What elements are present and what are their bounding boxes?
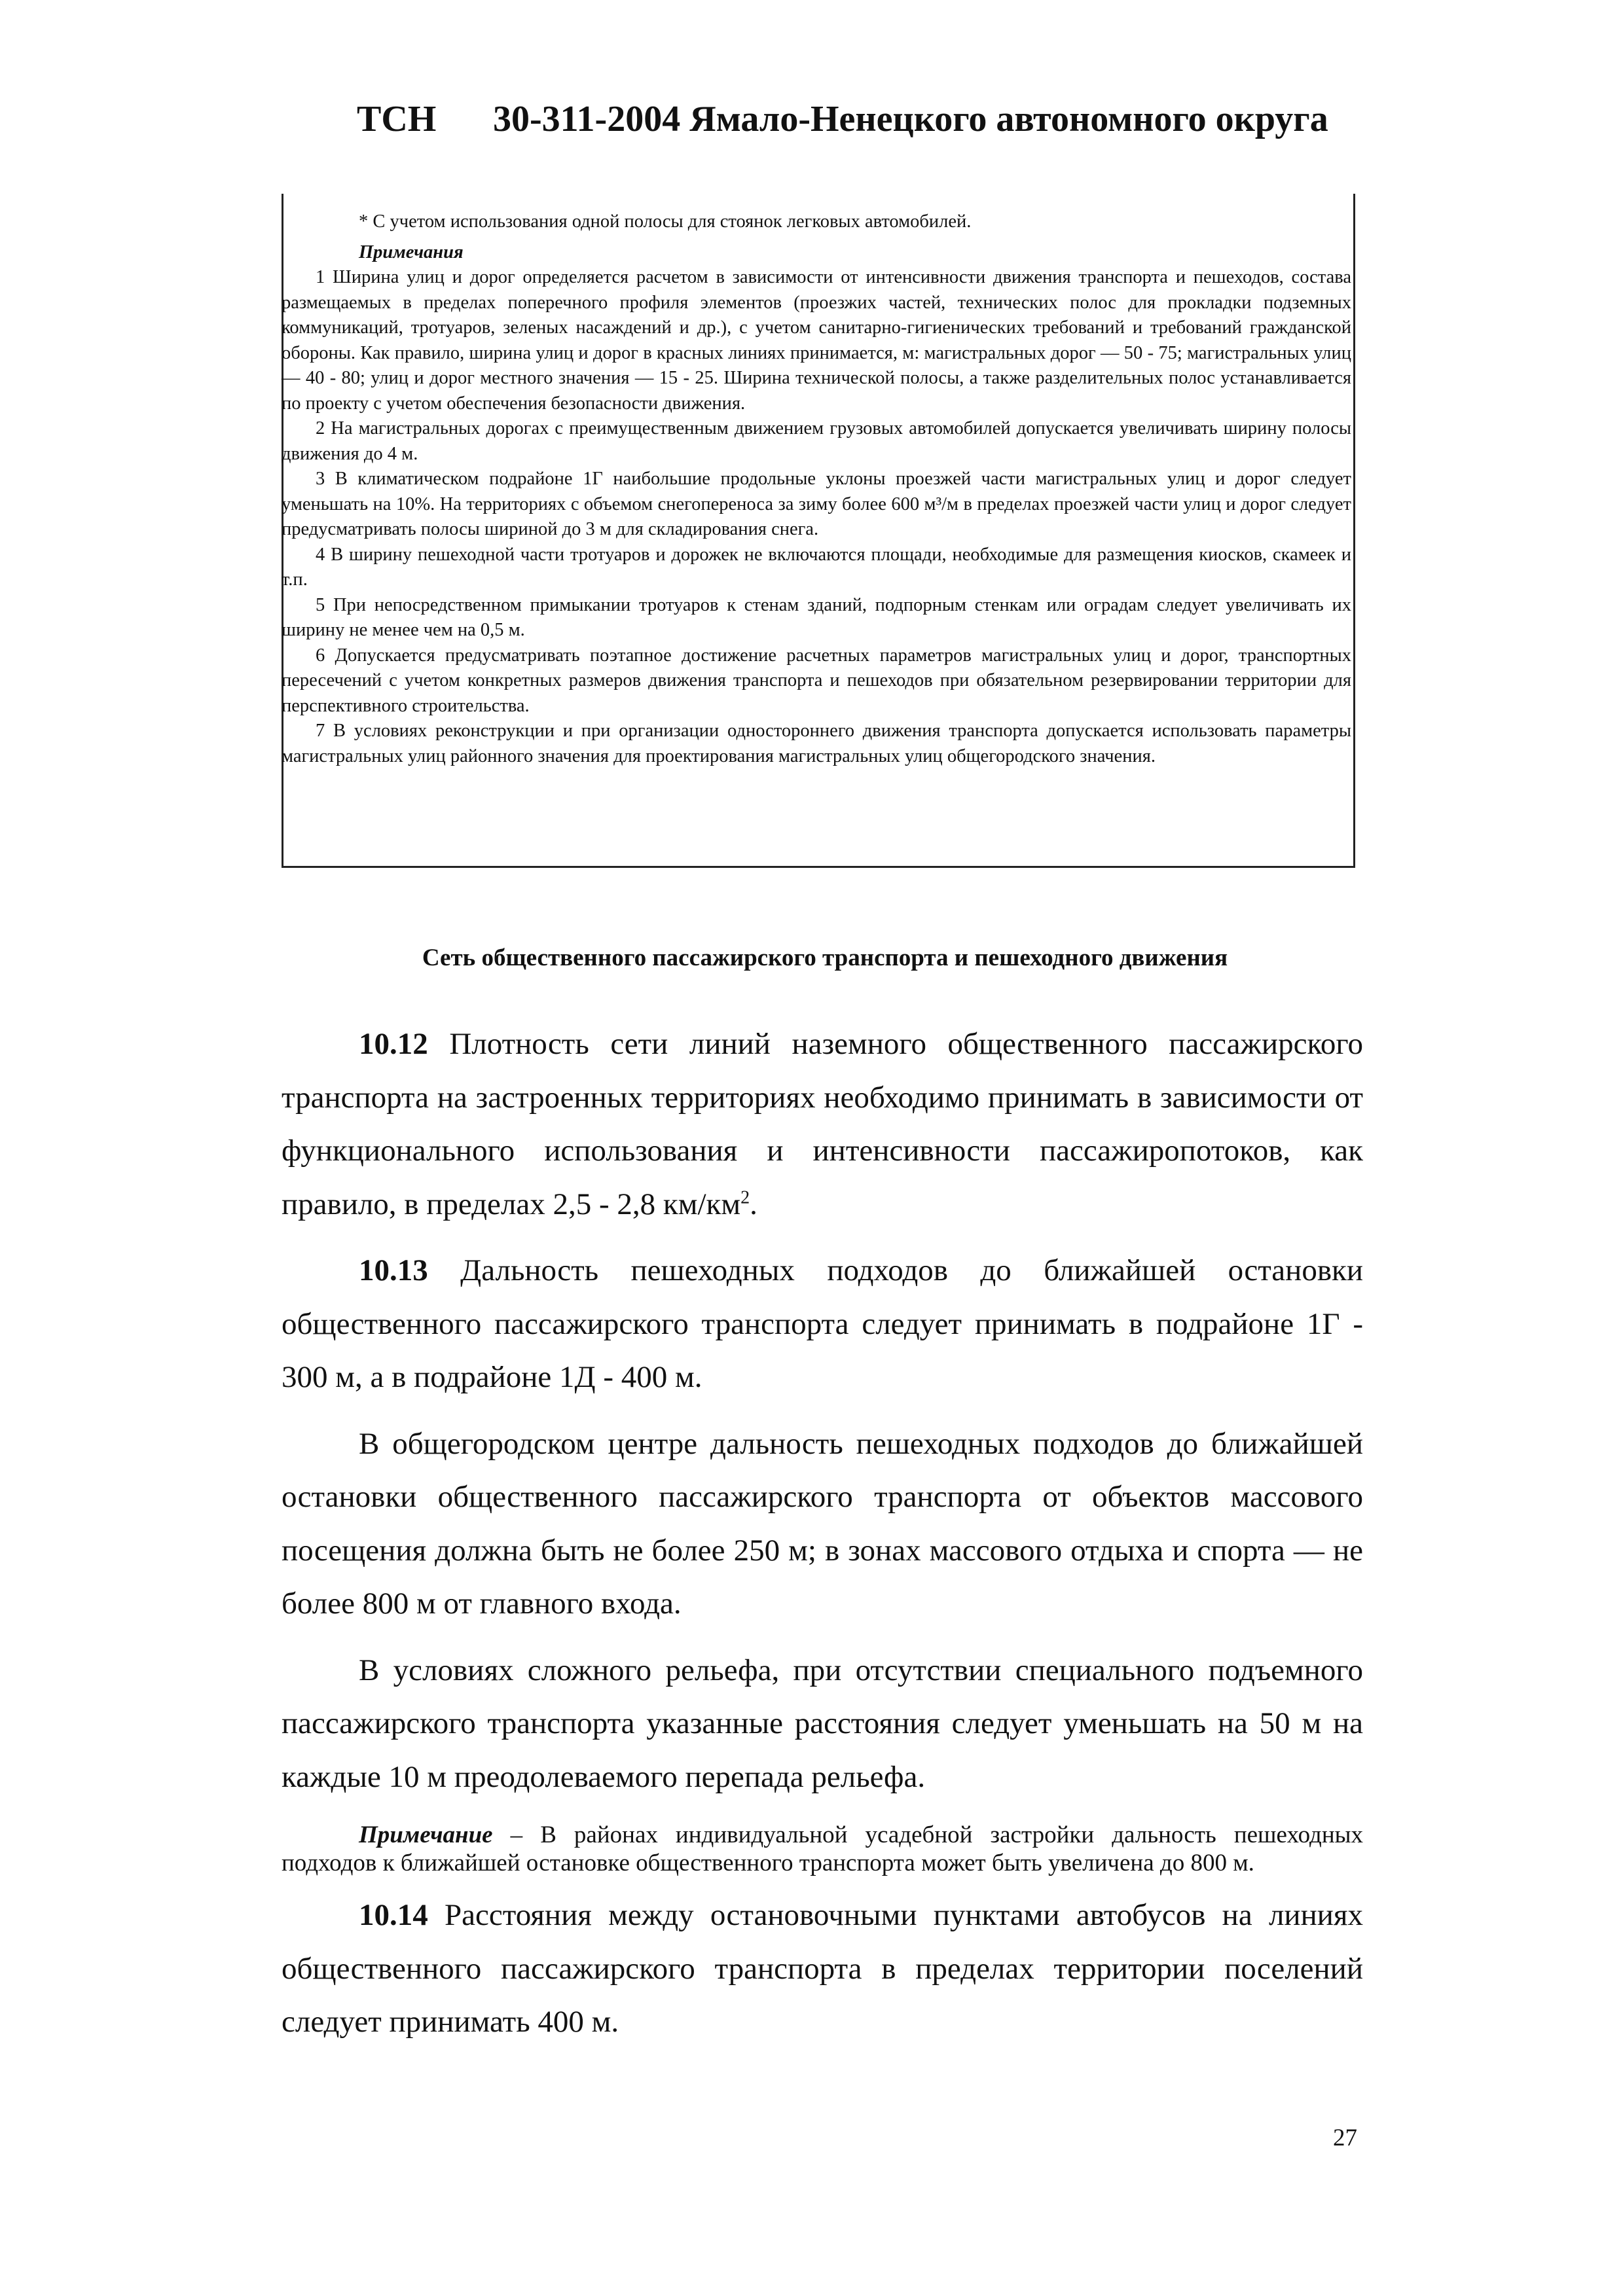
table-footnote: * С учетом использования одной полосы для стоянок легковых автомобилей.	[359, 211, 972, 232]
clause-text: Расстояния между остановочными пунктами автобусов на линиях общественного пассажирского транспорта в пределах территории поселений следует принимать 400 м.	[282, 1898, 1364, 2039]
paragraph-center: В общегородском центре дальность пешеходных подходов до ближайшей остановки общественного пассажирского транспорта от объектов массового посещения должна быть не более 250 м; в зонах массового отдыха и спорта — не более 800 м от главного входа.	[282, 1426, 1363, 1621]
note-label: Примечание	[359, 1821, 493, 1848]
page-header	[357, 98, 1378, 151]
page-number: 27	[1333, 2125, 1357, 2151]
note-item-7: 7 В условиях реконструкции и при организации одностороннего движения транспорта допускается использовать параметры магистральных улиц районного значения для проектирования магистральных улиц общегородского значения.	[282, 721, 1351, 766]
section-body	[282, 1018, 1363, 2049]
paragraph-10-14	[282, 1889, 1363, 2049]
note-item-3: 3 В климатическом подрайоне 1Г наибольшие продольные уклоны проезжей части магистральных улиц и дорог следует уменьшать на 10%. На территориях с объемом снегопереноса за зиму более 600 м³/м в пределах проезжей части улиц и дорог следует предусматривать полосы шириной до 3 м для складирования снега.	[282, 469, 1351, 539]
section-heading: Сеть общественного пассажирского транспорта и пешеходного движения	[422, 944, 1228, 971]
note-paragraph	[282, 1821, 1363, 1877]
note-item-2: 2 На магистральных дорогах с преимущественным движением грузовых автомобилей допускается увеличивать ширину полосы движения до 4 м.	[282, 418, 1351, 464]
notes-heading: Примечания	[359, 242, 464, 262]
note-text: – В районах индивидуальной усадебной застройки дальность пешеходных подходов к ближайшей остановке общественного транспорта может быть увеличена до 800 м.	[282, 1821, 1363, 1876]
clause-end: .	[750, 1187, 757, 1221]
paragraph-relief: В условиях сложного рельефа, при отсутствии специального подъемного пассажирского транспорта указанные расстояния следует уменьшать на 50 м на каждые 10 м преодолеваемого перепада рельефа.	[282, 1653, 1363, 1794]
table-notes	[282, 209, 1351, 769]
clause-number: 10.12	[359, 1027, 428, 1061]
paragraph-10-13	[282, 1244, 1363, 1405]
note-item-1: 1 Ширина улиц и дорог определяется расчетом в зависимости от интенсивности движения транспорта и пешеходов, состава размещаемых в пределах поперечного профиля элементов (проезжих частей, технических полос для прокладки подземных коммуникаций, тротуаров, зеленых насаждений и др.), с учетом санитарно-гигиенических требований и требований гражданской обороны. Как правило, ширина улиц и дорог в красных линиях принимается, м: магистральных дорог — 50 - 75; магистральных улиц — 40 - 80; улиц и дорог местного значения — 15 - 25. Ширина технической полосы, а также разделительных полос устанавливается по проекту с учетом обеспечения безопасности движения.	[282, 267, 1351, 414]
paragraph-10-12	[282, 1018, 1363, 1231]
clause-text: Дальность пешеходных подходов до ближайшей остановки общественного пассажирского транспорта следует принимать в подрайоне 1Г - 300 м, а в подрайоне 1Д - 400 м.	[282, 1253, 1364, 1394]
document-title: 30-311-2004 Ямало-Ненецкого автономного округа	[493, 99, 1328, 139]
superscript: 2	[740, 1187, 750, 1208]
clause-number: 10.14	[359, 1898, 428, 1932]
note-item-5: 5 При непосредственном примыкании тротуаров к стенам зданий, подпорным стенкам или оградам следует увеличивать их ширину не менее чем на 0,5 м.	[282, 594, 1351, 640]
note-item-4: 4 В ширину пешеходной части тротуаров и дорожек не включаются площади, необходимые для размещения киосков, скамеек и т.п.	[282, 544, 1351, 590]
document-code: ТСН	[357, 99, 437, 139]
clause-text: Плотность сети линий наземного общественного пассажирского транспорта на застроенных территориях необходимо принимать в зависимости от функционального использования и интенсивности пассажиропотоков, как правило, в пределах 2,5 - 2,8 км/км	[282, 1027, 1363, 1221]
note-item-6: 6 Допускается предусматривать поэтапное достижение расчетных параметров магистральных улиц и дорог, транспортных пересечений с учетом конкретных размеров движения транспорта и пешеходов при обязательном резервировании территории для перспективного строительства.	[282, 645, 1351, 716]
clause-number: 10.13	[359, 1253, 428, 1287]
